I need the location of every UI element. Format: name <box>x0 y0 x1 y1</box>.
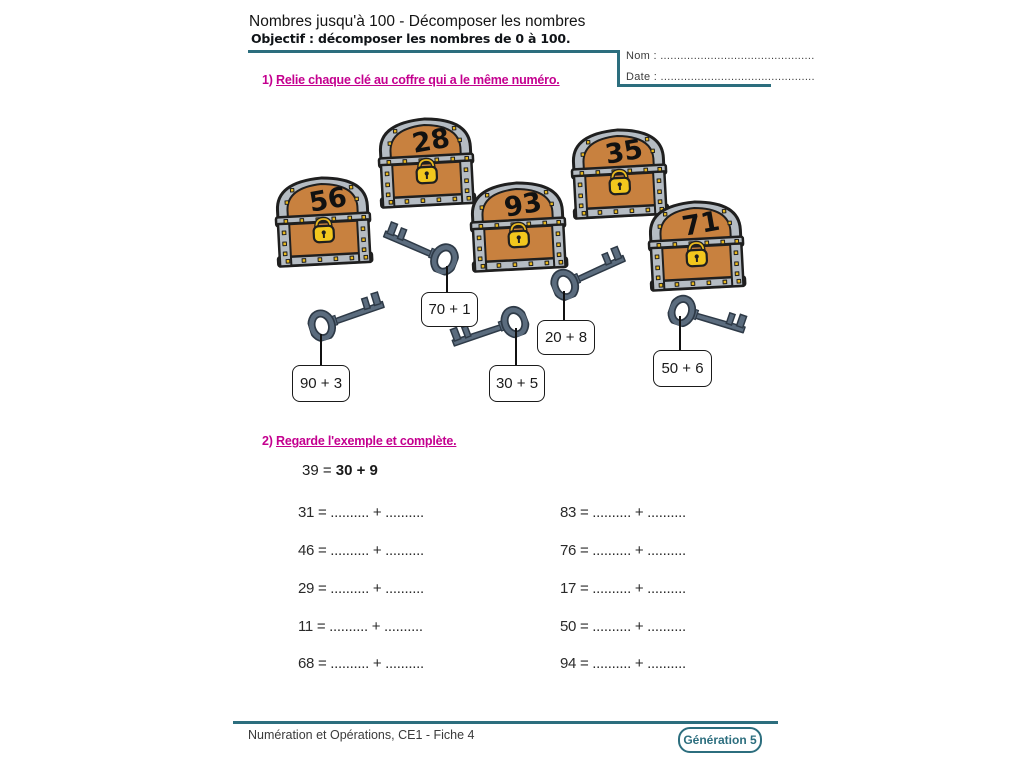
exercise1-instruction: Relie chaque clé au coffre qui a le même numéro. <box>276 73 560 87</box>
key-label: 90 + 3 <box>299 375 343 392</box>
chest-71 <box>643 193 750 292</box>
key-label: 50 + 6 <box>661 360 704 377</box>
exercise1-number: 1) <box>262 73 273 87</box>
header-rule <box>248 50 620 53</box>
equation-row: 17 = .......... + .......... <box>560 580 686 597</box>
equation-row: 50 = .......... + .......... <box>560 618 686 635</box>
example-prefix: 39 = <box>302 462 336 479</box>
equation-row: 83 = .......... + .......... <box>560 504 686 521</box>
brand-label: Génération 5 <box>683 733 757 747</box>
exercise1-heading <box>262 73 560 87</box>
objective-line: Objectif : décomposer les nombres de 0 à 100. <box>251 31 571 46</box>
key-label-box <box>292 365 350 402</box>
equation-row: 68 = .......... + .......... <box>298 655 424 672</box>
key-label: 20 + 8 <box>544 329 588 346</box>
example-line <box>302 462 378 479</box>
key-icon-50-6 <box>665 289 752 347</box>
key-label-box <box>537 320 595 355</box>
chest-28 <box>373 110 480 209</box>
key-label: 70 + 1 <box>428 301 471 318</box>
equation-row: 11 = .......... + .......... <box>298 618 423 635</box>
key-label-box <box>653 350 712 387</box>
exercise2-instruction: Regarde l'exemple et complète. <box>276 434 457 448</box>
key-connector <box>563 291 565 321</box>
footer-rule <box>233 721 778 724</box>
chest-number: 35 <box>602 133 646 171</box>
chest-93 <box>465 174 572 273</box>
chest-number: 56 <box>306 181 350 219</box>
exercise2-number: 2) <box>262 434 273 448</box>
date-field: Date : .............................................. <box>626 71 815 83</box>
equation-row: 29 = .......... + .......... <box>298 580 424 597</box>
equation-row: 94 = .......... + .......... <box>560 655 686 672</box>
chest-number: 93 <box>501 186 545 224</box>
equation-row: 76 = .......... + .......... <box>560 542 686 559</box>
key-connector <box>679 316 681 351</box>
key-label-box <box>421 292 478 327</box>
key-icon-70-1 <box>377 218 464 278</box>
namebox-bottom-border <box>617 84 771 87</box>
name-field: Nom : .............................................. <box>626 50 815 62</box>
key-connector <box>515 328 517 366</box>
brand-badge <box>678 727 762 753</box>
exercise2-heading <box>262 434 456 448</box>
page-title: Nombres jusqu'à 100 - Décomposer les nombres <box>249 13 586 30</box>
equation-row: 31 = .......... + .......... <box>298 504 424 521</box>
key-label: 30 + 5 <box>495 375 539 392</box>
key-icon-90-3 <box>304 288 390 344</box>
example-answer: 30 + 9 <box>335 462 378 479</box>
key-label-box <box>489 365 545 402</box>
equation-row: 46 = .......... + .......... <box>298 542 424 559</box>
key-connector <box>446 266 448 293</box>
key-connector <box>320 334 322 366</box>
chest-number: 71 <box>679 205 723 243</box>
chest-number: 28 <box>409 122 453 160</box>
chest-56 <box>270 169 377 268</box>
namebox-left-border <box>617 50 620 87</box>
footer-reference: Numération et Opérations, CE1 - Fiche 4 <box>248 728 475 742</box>
